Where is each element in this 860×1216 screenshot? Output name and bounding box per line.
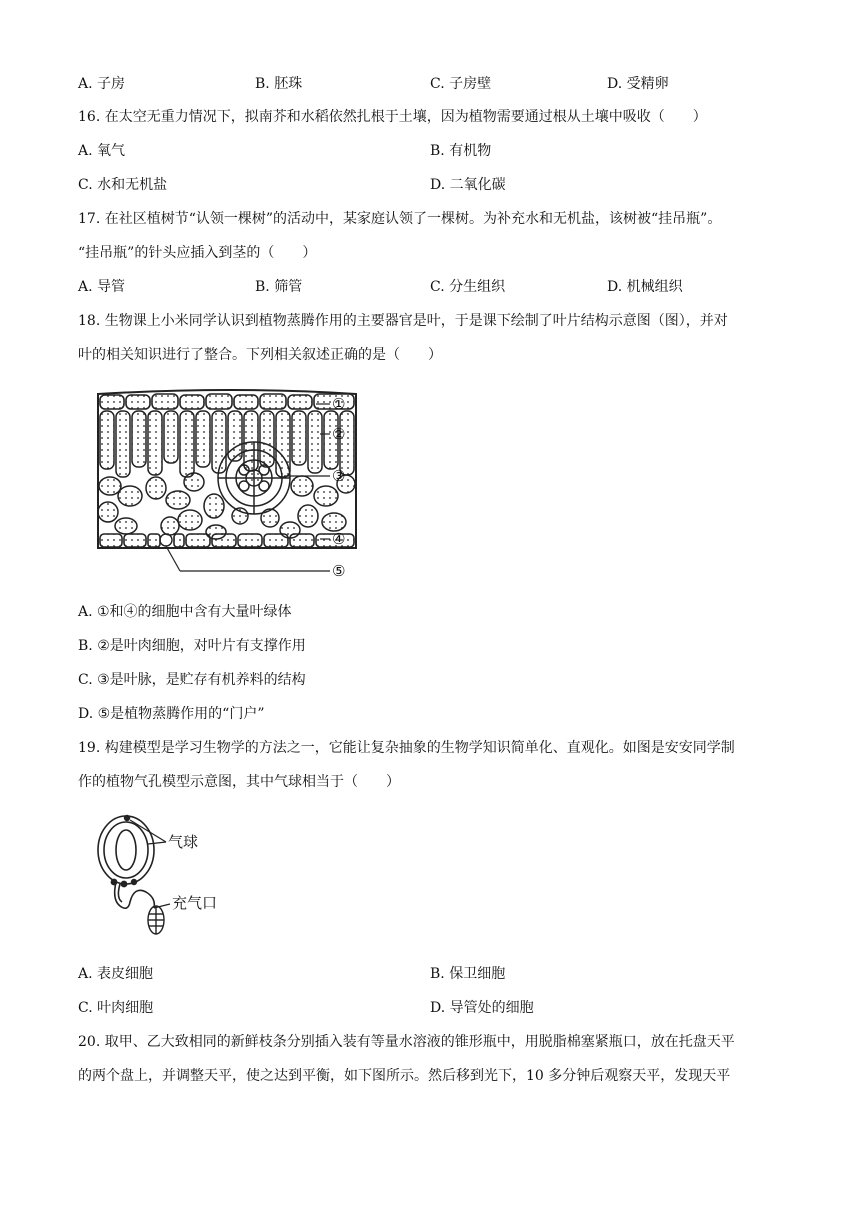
stoma-model-figure [94,812,244,940]
q16-stem: 16. 在太空无重力情况下，拟南芥和水稻依然扎根于土壤，因为植物需要通过根从土壤中吸收（ ） [78,109,707,125]
q18-option-d: D. ⑤是植物蒸腾作用的“门户” [78,706,265,722]
q15-option-a: A. 子房 [78,76,126,92]
fig18-label-4: ④ [332,530,346,548]
q15-option-d: D. 受精卵 [607,76,669,92]
fig18-label-3: ③ [332,467,346,485]
upper-epidermis [100,394,354,409]
stoma [160,534,172,546]
palisade-layer [100,411,354,477]
q17-option-b: B. 筛管 [255,279,303,295]
q16-option-c: C. 水和无机盐 [78,177,168,193]
q19-option-a: A. 表皮细胞 [78,966,154,982]
fig19-label-balloon: 气球 [168,833,199,851]
q17-stem-line-2: “挂吊瓶”的针头应插入到茎的（ ） [78,245,317,261]
q17-option-c: C. 分生组织 [430,279,506,295]
q16-option-b: B. 有机物 [430,143,492,159]
q18-stem-line-2: 叶的相关知识进行了整合。下列相关叙述正确的是（ ） [78,347,442,363]
q17-stem-line-1: 17. 在社区植树节“认领一棵树”的活动中，某家庭认领了一棵树。为补充水和无机盐，该树被“挂吊瓶”。 [78,211,722,227]
leaf-cross-section-figure [94,388,384,580]
q19-stem-line-1: 19. 构建模型是学习生物学的方法之一，它能让复杂抽象的生物学知识简单化、直观化。如图是安安同学制 [78,740,735,756]
q18-stem-line-1: 18. 生物课上小米同学认识到植物蒸腾作用的主要器官是叶，于是课下绘制了叶片结构示意图（图），并对 [78,313,728,329]
lower-epidermis [100,534,354,547]
q17-option-a: A. 导管 [78,279,126,295]
q19-option-b: B. 保卫细胞 [430,966,506,982]
q18-option-a: A. ①和④的细胞中含有大量叶绿体 [78,604,292,620]
fig18-label-1: ① [332,395,346,413]
q20-stem-line-1: 20. 取甲、乙大致相同的新鲜枝条分别插入装有等量水溶液的锥形瓶中，用脱脂棉塞紧瓶口，放在托盘天平 [78,1034,735,1050]
q16-option-a: A. 氧气 [78,143,126,159]
q15-option-b: B. 胚珠 [255,76,303,92]
fig19-label-inlet: 充气口 [172,894,218,912]
q19-option-d: D. 导管处的细胞 [430,1000,534,1016]
q16-option-d: D. 二氧化碳 [430,177,506,193]
fig18-label-5: ⑤ [332,562,346,580]
q20-stem-line-2: 的两个盘上，并调整天平，使之达到平衡，如下图所示。然后移到光下，10 多分钟后观察天平，发现天平 [78,1068,731,1084]
q15-option-c: C. 子房壁 [430,76,492,92]
q18-option-c: C. ③是叶脉，是贮存有机养料的结构 [78,672,306,688]
q18-option-b: B. ②是叶肉细胞，对叶片有支撑作用 [78,638,306,654]
fig18-label-2: ② [332,425,346,443]
q17-option-d: D. 机械组织 [607,279,683,295]
q19-option-c: C. 叶肉细胞 [78,1000,154,1016]
q19-stem-line-2: 作的植物气孔模型示意图，其中气球相当于（ ） [78,774,400,790]
